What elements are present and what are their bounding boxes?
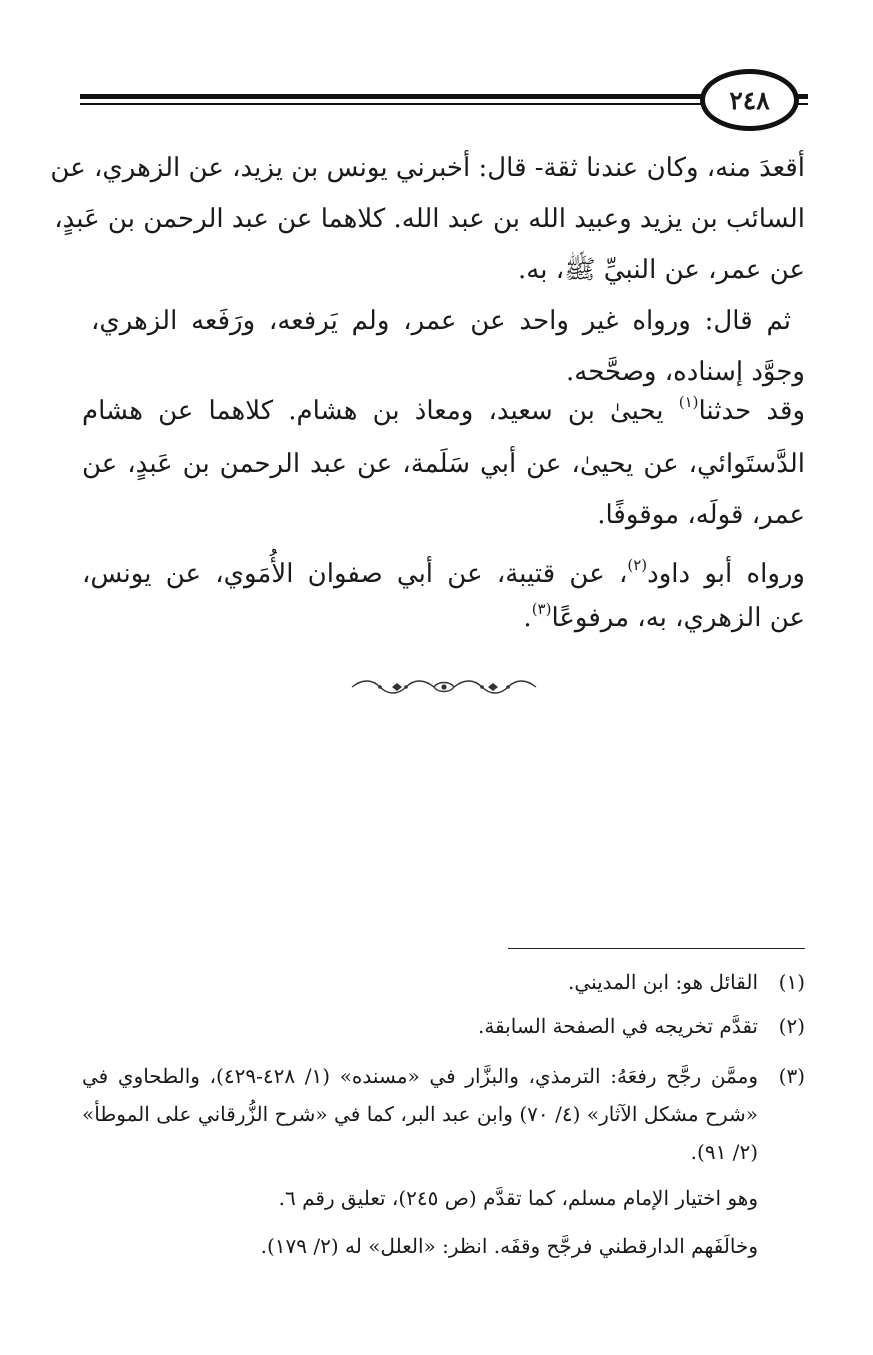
text-fragment: عن الزهري، به، مرفوعًا xyxy=(551,603,805,633)
footnote-ref: (٣) xyxy=(531,600,552,618)
text-line: السائب بن يزيد وعبيد الله بن عبد الله. كلاهما عن عبد الرحمن بن عَبدٍ، xyxy=(54,204,805,234)
footnote-text: وخالَفَهم الدارقطني فرجَّح وقفَه. انظر: «العلل» له (٢/ ١٧٩). xyxy=(260,1234,758,1258)
footnote-text: وهو اختيار الإمام مسلم، كما تقدَّم (ص ٢٤٥)، تعليق رقم ٦. xyxy=(278,1186,758,1210)
footnote-text: «شرح مشكل الآثار» (٤/ ٧٠) وابن عبد البر، كما في «شرح الزُّرقاني على الموطأ» xyxy=(82,1102,758,1126)
footnote-text: تقدَّم تخريجه في الصفحة السابقة. xyxy=(477,1014,758,1038)
ornament-divider xyxy=(348,676,540,698)
footnote-text: القائل هو: ابن المديني. xyxy=(568,970,758,994)
header-rule-thin xyxy=(80,103,705,105)
footnote-item xyxy=(0,968,873,996)
footnote-number: (١) xyxy=(778,970,805,994)
footnote-note xyxy=(0,1232,873,1260)
text-line: ثم قال: ورواه غير واحد عن عمر، ولم يَرفعه، ورَفَعه الزهري، xyxy=(91,306,791,336)
footnote-separator xyxy=(508,948,805,949)
text-fragment: يحيىٰ بن سعيد، ومعاذ بن هشام. كلاهما عن هشام xyxy=(82,396,664,426)
text-line: الدَّستَوائي، عن يحيىٰ، عن أبي سَلَمة، عن عبد الرحمن بن عَبدٍ، عن xyxy=(82,449,805,479)
page-number-badge xyxy=(700,69,799,131)
footnote-ref: (١) xyxy=(678,393,699,411)
footnote-line xyxy=(0,1138,873,1166)
text-line: عن عمر، عن النبيِّ ﷺ، به. xyxy=(518,255,805,285)
text-line xyxy=(82,556,805,592)
text-fragment: وقد حدثنا xyxy=(698,396,805,426)
footnote-number: (٢) xyxy=(778,1014,805,1038)
header-rule-thick xyxy=(80,94,705,99)
footnote-item xyxy=(0,1062,873,1090)
footnote-text: (٢/ ٩١). xyxy=(690,1140,758,1164)
footnote-ref: (٢) xyxy=(627,556,648,574)
text-fragment: . xyxy=(523,603,532,633)
text-line xyxy=(82,393,805,429)
page-number: ٢٤٨ xyxy=(729,85,770,115)
footnote-line xyxy=(0,1100,873,1128)
footnote-number: (٣) xyxy=(778,1064,805,1088)
footnote-text: وممَّن رجَّح رفعَهُ: الترمذي، والبزَّار في «مسنده» (١/ ٤٢٨-٤٢٩)، والطحاوي في xyxy=(82,1064,758,1088)
text-fragment: ورواه أبو داود xyxy=(647,559,805,589)
text-line: أقعدَ منه، وكان عندنا ثقة- قال: أخبرني يونس بن يزيد، عن الزهري، عن xyxy=(50,153,805,183)
text-line xyxy=(82,600,805,636)
text-fragment: ، عن قتيبة، عن أبي صفوان الأُمَوي، عن يونس، xyxy=(82,559,628,589)
footnote-item xyxy=(0,1012,873,1040)
text-line: عمر، قولَه، موقوفًا. xyxy=(597,500,805,530)
footnote-note xyxy=(0,1184,873,1212)
text-line: وجوَّد إسناده، وصحَّحه. xyxy=(566,357,805,387)
